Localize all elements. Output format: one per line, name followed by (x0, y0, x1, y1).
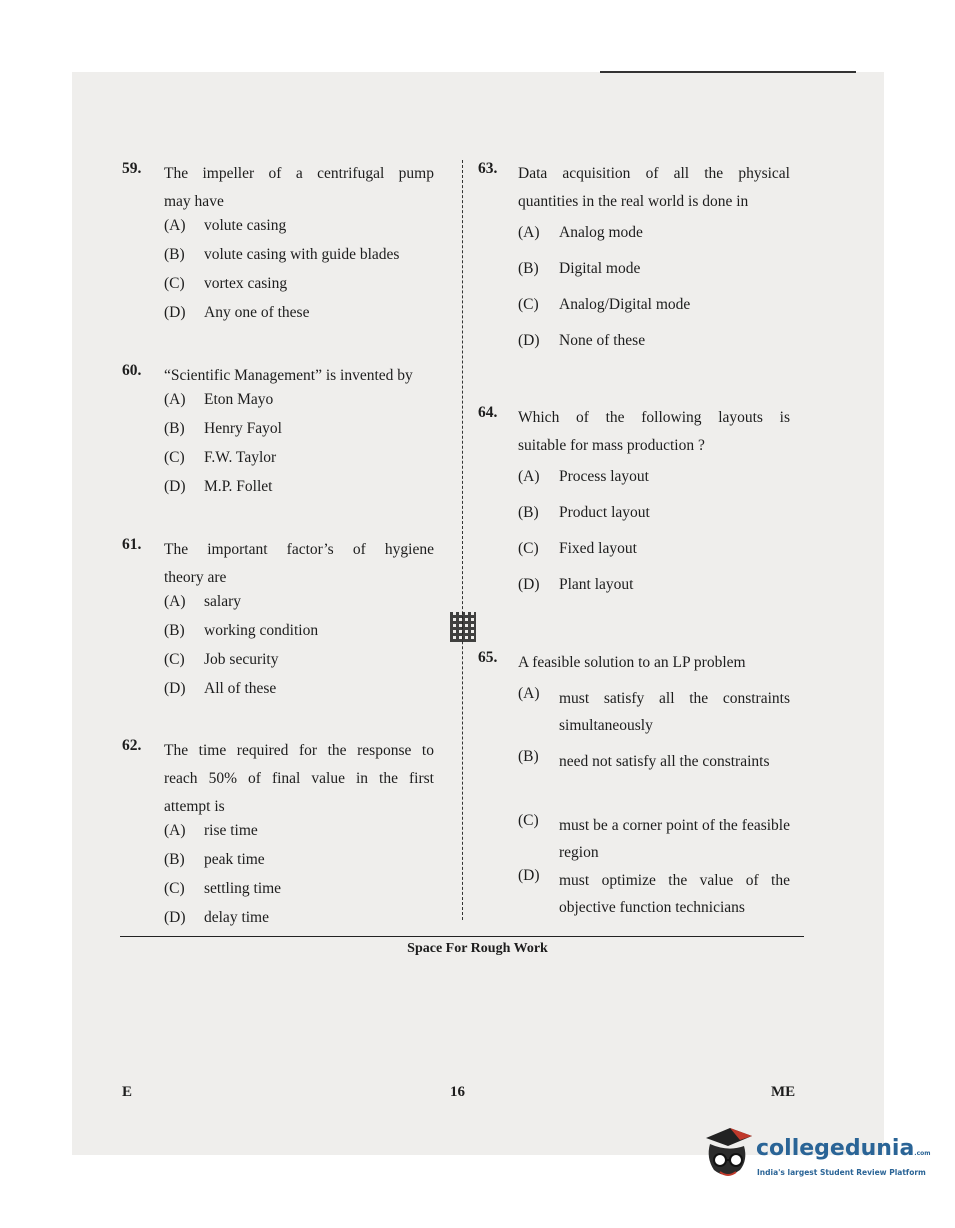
question-number: 64. (478, 404, 498, 421)
top-rule (600, 71, 856, 73)
right-column: 63. Data acquisition of all the physical quantities in the real world is done in (A) Analog mode (B) Digital mode (C) Analog/Digital mode (D) None of these 64. Which of the following layouts is suitable for mass production ? (A) Process layout (B) Product layout (C) Fixed layout (D) Plant layout 65. A feasible solution to an LP problem (A) must satisfy all the constraints simultaneously (B) need not satisfy all the constraints (C) must be a corner point of the feasible region (D) must optimize the value of the objective function technicians (478, 160, 790, 916)
brand-name: collegedunia.com (756, 1136, 931, 1161)
question-number: 61. (122, 536, 142, 553)
footer-page-number: 16 (450, 1084, 465, 1100)
footer-set-code: E (122, 1084, 133, 1100)
question-text: Which of the following layouts is suitable for mass production ? (518, 409, 790, 454)
rough-work-rule (120, 936, 804, 937)
footer-subject-code: ME (771, 1084, 796, 1100)
question-text: The important factor’s of hygiene theory are (164, 541, 434, 586)
collegedunia-logo (700, 1124, 930, 1194)
question-number: 59. (122, 160, 142, 177)
column-divider (462, 160, 464, 920)
brand-tagline: India's largest Student Review Platform (757, 1168, 926, 1177)
qr-code (450, 612, 476, 642)
question-number: 60. (122, 362, 142, 379)
question-number: 62. (122, 737, 142, 754)
question-text: A feasible solution to an LP problem (518, 654, 746, 671)
question-text: The time required for the response to reach 50% of final value in the first attempt is (164, 742, 434, 815)
graduate-mascot-icon (700, 1124, 754, 1186)
question-text: The impeller of a centrifugal pump may have (164, 165, 434, 210)
question-text: Data acquisition of all the physical quantities in the real world is done in (518, 165, 790, 210)
left-column: 59. The impeller of a centrifugal pump may have (A) volute casing (B) volute casing with guide blades (C) vortex casing (D) Any one of these 60. “Scientific Management” is invented by (A) Eton Mayo (B) Henry Fayol (C) F.W. Taylor (D) M.P. Follet 61. The important factor’s of hygiene theory are (A) salary (B) working condition (C) Job security (D) All of these 62. The time required for the response to reach 50% of final value in the first attempt is (A) rise time (B) peak time (C) settling time (D) delay time (122, 160, 438, 935)
rough-work-label: Space For Rough Work (407, 941, 548, 956)
question-text: “Scientific Management” is invented by (164, 367, 413, 384)
question-number: 65. (478, 649, 498, 666)
question-number: 63. (478, 160, 498, 177)
